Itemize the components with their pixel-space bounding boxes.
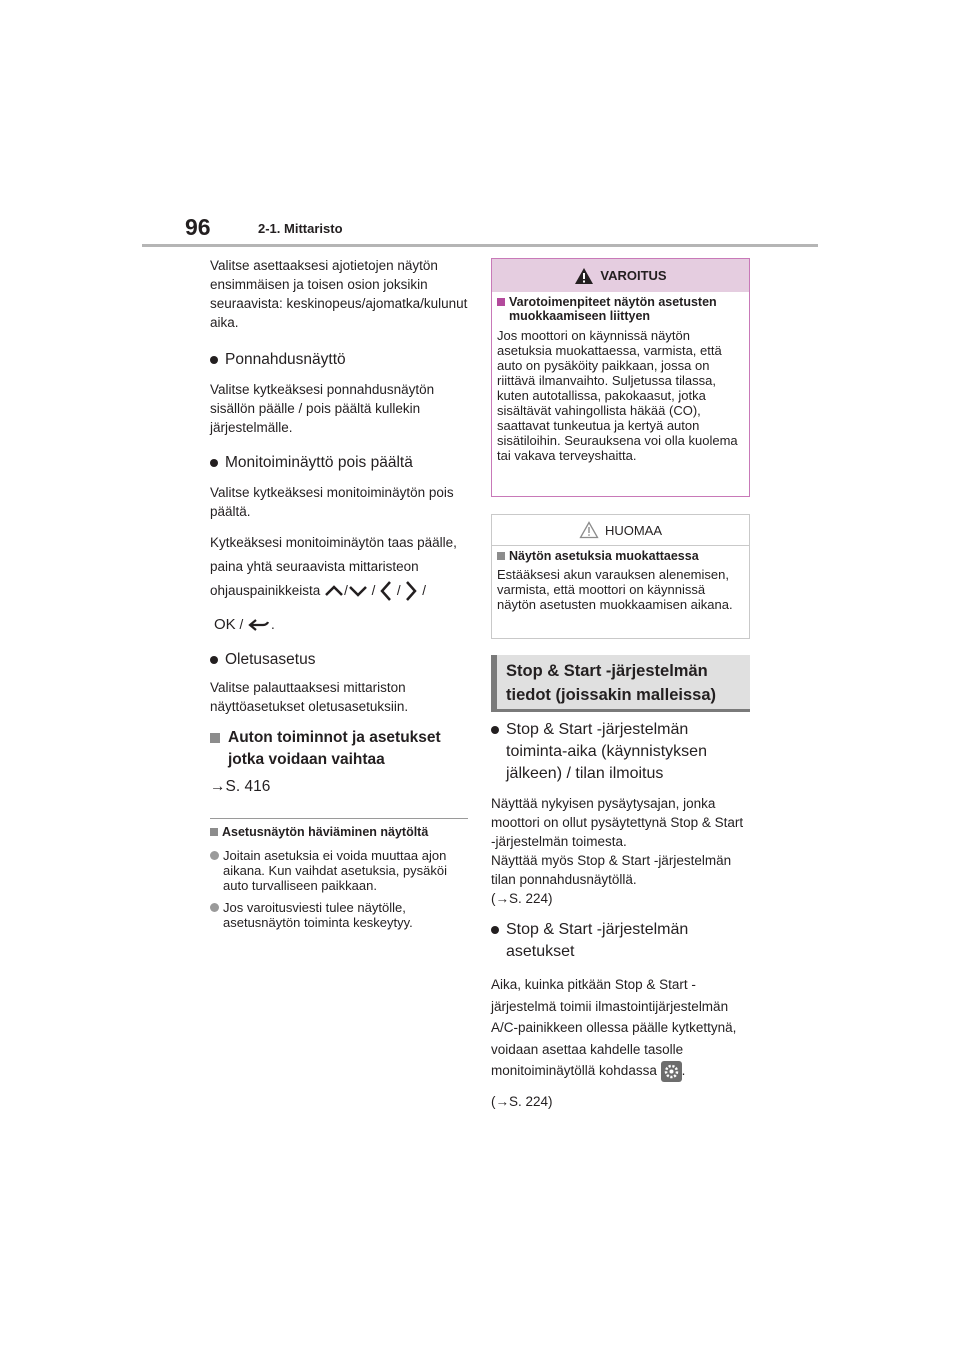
header-rule (142, 244, 818, 247)
notice-heading (497, 548, 744, 564)
chevron-up-icon (324, 584, 344, 598)
default-heading-label: Oletusasetus (225, 651, 316, 668)
intro-text: Valitse asettaaksesi ajotietojen näytön ensimmäisen ja toisen osion joksikin seuraavista: keskinopeus/ajomatka/kulunut aika. (210, 258, 468, 330)
page-number: 96 (185, 214, 211, 240)
multi-off-text-2 (210, 531, 472, 603)
slash-text: / (371, 583, 376, 598)
square-bullet-icon (210, 733, 220, 743)
popup-heading-label: Ponnahdusnäyttö (225, 351, 346, 368)
bullet-icon (210, 459, 218, 467)
multi-off-heading-label: Monitoiminäyttö pois päältä (225, 454, 413, 471)
bullet-icon (210, 356, 218, 364)
warning-heading-label: Varotoimenpiteet näytön asetusten muokkaamiseen liittyen (509, 295, 717, 323)
slash-text: / (344, 583, 348, 598)
bullet-icon (491, 926, 499, 934)
multi-off-text-1: Valitse kytkeäksesi monitoiminäytön pois päältä. (210, 485, 454, 519)
ss-settings-text (491, 974, 750, 1082)
ss-time-text-2: Näyttää myös Stop & Start -järjestelmän tilan ponnahdusnäytöllä. (491, 853, 732, 887)
circle-bullet-icon (210, 903, 219, 912)
disappear-item-1 (210, 848, 472, 893)
warning-text: Jos moottori on käynnissä näytön asetuksia muokattaessa, varmista, että auto on pysäköity paikkaan, jossa on riittävä ilmanvaihto. Suljetussa tilassa, kuten autotallissa, pakokaasut, jotka sisältävät vahingollista häkää (CO), saattavat tunkeutua ja kertyä auton sisätiloihin. Seurauksena voi olla kuolema tai vakava terveyshaitta. (497, 328, 738, 463)
slash-text: / (396, 583, 401, 598)
chevron-down-icon (348, 584, 368, 598)
disappear-heading (210, 824, 472, 840)
caution-triangle-icon (579, 521, 599, 539)
settings-gear-icon (661, 1061, 682, 1082)
slash-text: / (422, 583, 426, 598)
notice-body (492, 545, 749, 612)
notice-heading-label: Näytön asetuksia muokattaessa (509, 549, 699, 563)
chevron-left-icon (379, 580, 393, 602)
ok-back-line (210, 615, 472, 634)
section-title-bar: Stop & Start -järjestelmän tiedot (joissakin malleissa) (491, 655, 750, 712)
warning-title: VAROITUS (600, 268, 667, 283)
square-bullet-icon (497, 552, 505, 560)
left-column (210, 256, 472, 930)
bullet-icon (491, 726, 499, 734)
warning-box (491, 258, 750, 497)
multi-off-heading (210, 452, 472, 474)
ss-time-heading-label: Stop & Start -järjestelmän toiminta-aika (käynnistyksen jälkeen) / tilan ilmoitus (506, 721, 707, 782)
section-header: 2-1. Mittaristo (258, 221, 343, 236)
default-heading (210, 649, 472, 671)
section-separator (210, 818, 468, 819)
back-arrow-icon (247, 617, 271, 633)
notice-title: HUOMAA (604, 522, 663, 538)
ss-settings-heading (491, 919, 750, 963)
ss-time-text-1: Näyttää nykyisen pysäytysajan, jonka moottori on ollut pysäytettynä Stop & Start -järjestelmän toimesta. (491, 796, 744, 849)
slash-text: / (239, 617, 244, 632)
functions-heading-label: Auton toiminnot ja asetukset jotka voidaan vaihtaa (228, 729, 441, 768)
ss-settings-text-label: Aika, kuinka pitkään Stop & Start -järjestelmä toimii ilmastointijärjestelmän A/C-painikkeen ollessa päälle kytkettynä, voidaan asettaa kahdelle tasolle monitoiminäytöllä kohdassa (491, 977, 737, 1078)
functions-heading (210, 727, 472, 771)
notice-text: Estääksesi akun varauksen alenemisen, varmista, että moottori on käynnissä näytön asetusten muokkaamisen aikana. (497, 567, 733, 612)
warning-title-bar (492, 259, 749, 292)
ss-settings-ref: (→S. 224) (491, 1093, 553, 1109)
circle-bullet-icon (210, 851, 219, 860)
warning-triangle-icon (574, 267, 594, 285)
disappear-item-1-text: Joitain asetuksia ei voida muuttaa ajon aikana. Kun vaihdat asetuksia, pysäköi auto turvalliseen paikkaan. (223, 848, 448, 893)
ss-time-ref: (→S. 224) (491, 891, 553, 906)
ss-settings-heading-label: Stop & Start -järjestelmän asetukset (506, 921, 689, 960)
popup-heading (210, 349, 472, 371)
disappear-item-2-text: Jos varoitusviesti tulee näytölle, asetusnäytön toiminta keskeytyy. (223, 900, 413, 930)
square-bullet-icon (497, 298, 505, 306)
multi-off-text-2-label: Kytkeäksesi monitoiminäytön taas päälle, paina yhtä seuraavista mittaristeon ohjauspainikkeista (210, 535, 457, 598)
warning-heading (497, 295, 744, 323)
square-bullet-icon (210, 828, 218, 836)
period-text: . (270, 617, 275, 632)
period-text: . (681, 1063, 686, 1078)
bullet-icon (210, 656, 218, 664)
warning-body (492, 292, 749, 463)
disappear-item-2 (210, 900, 472, 930)
chevron-right-icon (404, 580, 418, 602)
functions-ref: →S. 416 (210, 778, 271, 795)
ok-button-label: OK (214, 616, 236, 633)
notice-box (491, 514, 750, 639)
ss-time-heading (491, 719, 750, 785)
disappear-heading-label: Asetusnäytön häviäminen näytöltä (222, 825, 429, 839)
default-text: Valitse palauttaaksesi mittariston näyttöasetukset oletusasetuksiin. (210, 680, 409, 714)
popup-text: Valitse kytkeäksesi ponnahdusnäytön sisällön päälle / pois päältä kullekin järjestelmälle. (210, 382, 435, 435)
right-column (491, 258, 750, 1111)
notice-title-bar (492, 515, 749, 545)
